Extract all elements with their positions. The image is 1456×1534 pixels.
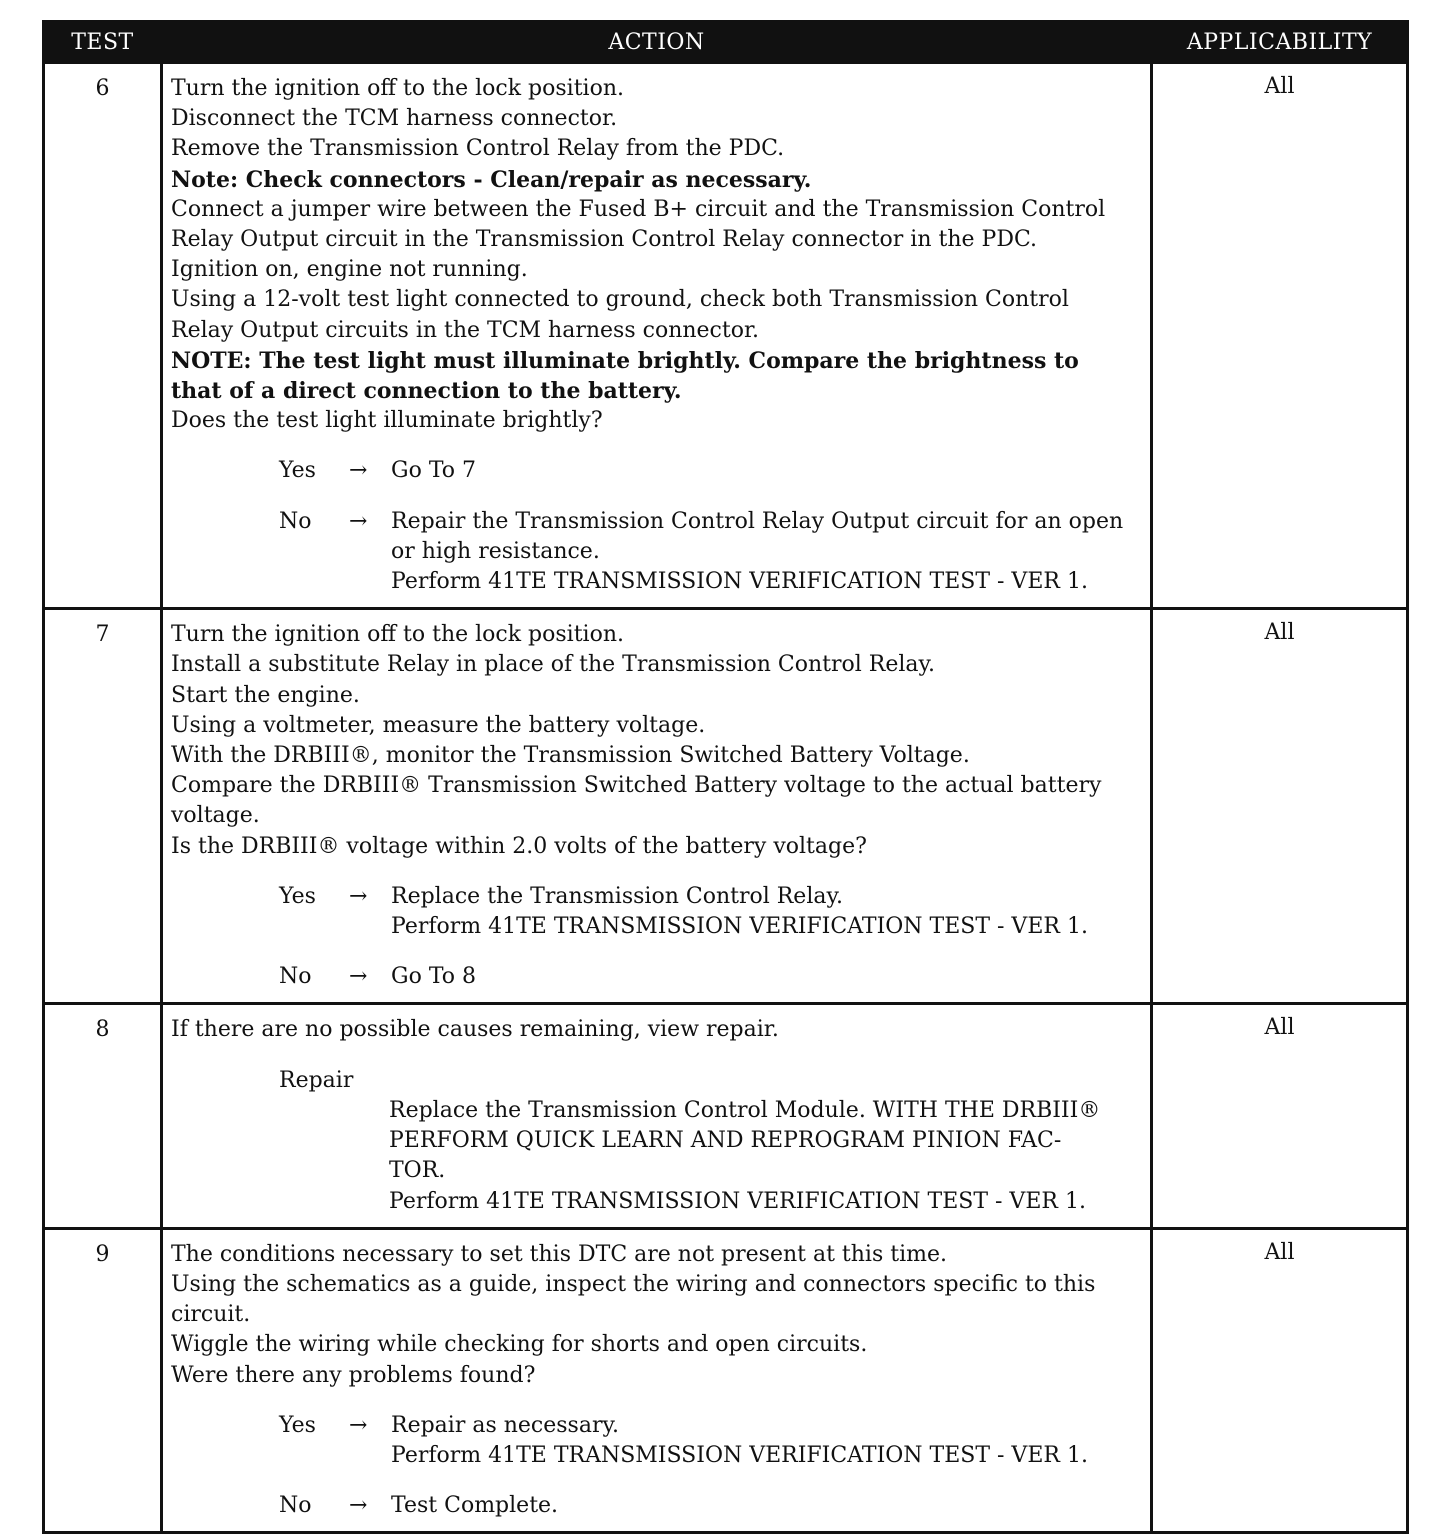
- arrow-right-icon: →: [349, 508, 368, 534]
- result-line: PERFORM QUICK LEARN AND REPROGRAM PINION FAC-: [389, 1128, 1062, 1154]
- action-line: Using the schematics as a guide, inspect the wiring and connectors specific to this: [171, 1271, 1096, 1297]
- test-number: 9: [44, 1228, 162, 1533]
- action-line: Relay Output circuit in the Transmission Control Relay connector in the PDC.: [171, 227, 1038, 253]
- result-line: or high resistance.: [391, 538, 600, 564]
- action-line: Compare the DRBIII® Transmission Switched Battery voltage to the actual battery: [171, 773, 1102, 799]
- action-line: Using a voltmeter, measure the battery voltage.: [171, 712, 706, 738]
- arrow-right-icon: →: [349, 964, 368, 990]
- yes-label: Yes: [279, 458, 316, 484]
- result-line: TOR.: [389, 1158, 446, 1184]
- note-line: NOTE: The test light must illuminate brightly. Compare the brightness to: [171, 347, 1079, 374]
- result-line: Go To 8: [391, 964, 477, 990]
- header-test: TEST: [44, 22, 162, 63]
- action-line: circuit.: [171, 1302, 251, 1328]
- header-row: [44, 22, 1408, 63]
- yes-branch: [171, 456, 1144, 486]
- test-row-9: [44, 1228, 1408, 1533]
- arrow-right-icon: →: [349, 458, 368, 484]
- header-applicability: APPLICABILITY: [1152, 22, 1408, 63]
- action-cell: [162, 1004, 1152, 1228]
- action-line: Turn the ignition off to the lock position.: [171, 76, 624, 101]
- no-branch: [171, 962, 1144, 992]
- action-line: Connect a jumper wire between the Fused B+ circuit and the Transmission Control: [171, 196, 1106, 222]
- action-line: Start the engine.: [171, 682, 360, 708]
- no-label: No: [279, 1493, 312, 1519]
- action-line: Remove the Transmission Control Relay from the PDC.: [171, 136, 785, 162]
- no-branch: [171, 507, 1144, 598]
- action-line: With the DRBIII®, monitor the Transmission Switched Battery Voltage.: [171, 743, 970, 769]
- action-line: Turn the ignition off to the lock position.: [171, 622, 624, 648]
- yes-result: [391, 456, 1144, 486]
- action-line: The conditions necessary to set this DTC are not present at this time.: [171, 1241, 947, 1267]
- test-number: 6: [44, 63, 162, 609]
- yes-result: [391, 882, 1144, 942]
- question-line: Does the test light illuminate brightly?: [171, 408, 603, 434]
- test-row-7: [44, 609, 1408, 1004]
- applicability-cell: All: [1152, 1004, 1408, 1228]
- action-line: Ignition on, engine not running.: [171, 257, 528, 283]
- diagnostic-test-sheet: [42, 20, 1406, 1534]
- action-cell: [162, 1228, 1152, 1533]
- result-line: Repair the Transmission Control Relay Output circuit for an open: [391, 508, 1124, 534]
- result-line: Go To 7: [391, 458, 477, 484]
- yes-branch: [171, 882, 1144, 942]
- question-line: Is the DRBIII® voltage within 2.0 volts of the battery voltage?: [171, 833, 867, 859]
- test-number: 8: [44, 1004, 162, 1228]
- test-number: 7: [44, 609, 162, 1004]
- repair-block: [171, 1066, 1144, 1217]
- note-line: Note: Check connectors - Clean/repair as necessary.: [171, 166, 812, 193]
- repair-result: [389, 1096, 1144, 1217]
- no-result: [391, 507, 1144, 598]
- yes-branch: [171, 1411, 1144, 1471]
- repair-label: Repair: [279, 1067, 354, 1093]
- action-cell: [162, 609, 1152, 1004]
- applicability-cell: All: [1152, 609, 1408, 1004]
- no-label: No: [279, 964, 312, 990]
- no-label: No: [279, 508, 312, 534]
- action-line: Using a 12-volt test light connected to ground, check both Transmission Control: [171, 287, 1069, 313]
- action-cell: [162, 63, 1152, 609]
- result-line: Perform 41TE TRANSMISSION VERIFICATION TEST - VER 1.: [391, 569, 1088, 595]
- arrow-right-icon: →: [349, 883, 368, 909]
- action-line: Install a substitute Relay in place of the Transmission Control Relay.: [171, 652, 935, 678]
- action-line: If there are no possible causes remaining, view repair.: [171, 1017, 779, 1043]
- no-result: [391, 1491, 1144, 1521]
- action-line: Relay Output circuits in the TCM harness connector.: [171, 317, 760, 343]
- question-line: Were there any problems found?: [171, 1362, 536, 1388]
- test-row-8: [44, 1004, 1408, 1228]
- arrow-right-icon: →: [349, 1412, 368, 1438]
- result-line: Replace the Transmission Control Relay.: [391, 883, 843, 909]
- result-line: Repair as necessary.: [391, 1412, 619, 1438]
- no-result: [391, 962, 1144, 992]
- action-line: Disconnect the TCM harness connector.: [171, 106, 618, 132]
- result-line: Perform 41TE TRANSMISSION VERIFICATION TEST - VER 1.: [391, 1442, 1088, 1468]
- result-line: Perform 41TE TRANSMISSION VERIFICATION TEST - VER 1.: [389, 1188, 1086, 1214]
- arrow-right-icon: →: [349, 1493, 368, 1519]
- result-line: Replace the Transmission Control Module. WITH THE DRBIII®: [389, 1097, 1101, 1123]
- diagnostic-table: [42, 20, 1409, 1534]
- action-line: Wiggle the wiring while checking for shorts and open circuits.: [171, 1332, 868, 1358]
- yes-result: [391, 1411, 1144, 1471]
- test-row-6: [44, 63, 1408, 609]
- result-line: Perform 41TE TRANSMISSION VERIFICATION TEST - VER 1.: [391, 914, 1088, 940]
- applicability-cell: All: [1152, 63, 1408, 609]
- header-action: ACTION: [162, 22, 1152, 63]
- note-line: that of a direct connection to the battery.: [171, 378, 682, 405]
- action-line: voltage.: [171, 803, 260, 829]
- result-line: Test Complete.: [391, 1493, 559, 1519]
- applicability-cell: All: [1152, 1228, 1408, 1533]
- yes-label: Yes: [279, 883, 316, 909]
- yes-label: Yes: [279, 1412, 316, 1438]
- no-branch: [171, 1491, 1144, 1521]
